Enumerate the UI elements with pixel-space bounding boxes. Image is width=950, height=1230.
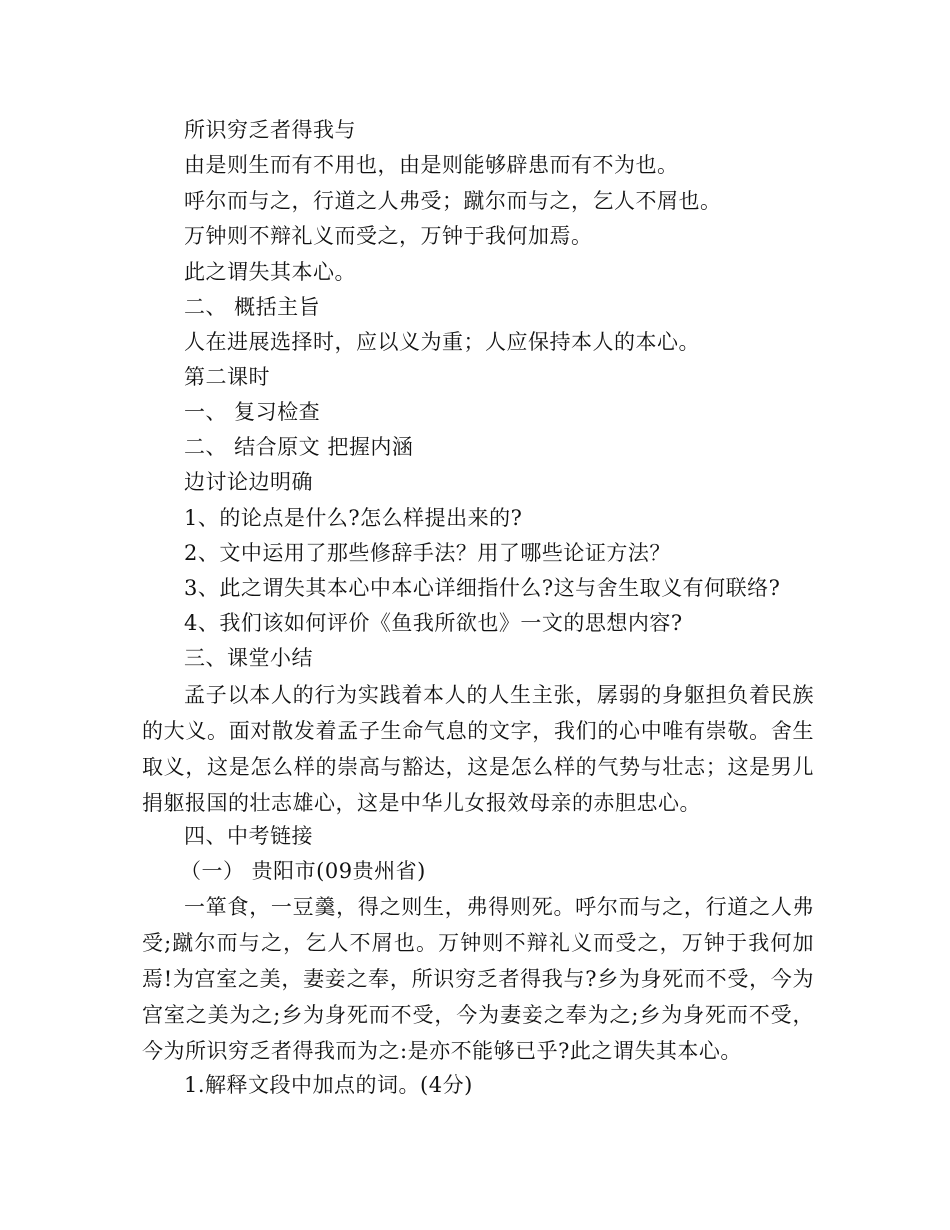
question-item: 1.解释文段中加点的词。(4分) [184, 1073, 473, 1097]
exam-subheading: （一） 贵阳市(09贵州省) [180, 859, 426, 883]
question-item: 2、文中运用了那些修辞手法？用了哪些论证方法？ [184, 541, 671, 565]
exam-passage: 一箪食，一豆羹，得之则生，弗得则死。呼尔而与之，行道之人弗受;蹴尔而与之，乞人不屑也。万钟则不辩礼义而受之，万钟于我何加焉!为宫室之美，妻妾之奉，所识穷乏者得我与?乡为身死而不受，今为宫室之美为之;乡为身死而不受，今为妻妾之奉为之;乡为身死而不受，今为所识穷乏者得我而为之:是亦不能够已乎?此之谓失其本心。 [142, 895, 814, 1063]
section-heading: 二、 结合原文 把握内涵 [184, 435, 414, 459]
section-heading: 一、 复习检查 [184, 400, 321, 424]
section-heading: 三、课堂小结 [184, 646, 313, 670]
question-item: 1、的论点是什么?怎么样提出来的? [184, 506, 523, 530]
text-line: 呼尔而与之，行道之人弗受；蹴尔而与之，乞人不屑也。 [184, 189, 722, 213]
question-item: 3、此之谓失其本心中本心详细指什么?这与舍生取义有何联络? [184, 576, 781, 600]
text-line: 此之谓失其本心。 [184, 260, 356, 284]
section-heading: 第二课时 [184, 365, 270, 389]
summary-paragraph: 孟子以本人的行为实践着本人的人生主张，孱弱的身躯担负着民族的大义。面对散发着孟子生命气息的文字，我们的心中唯有崇敬。舍生取义，这是怎么样的崇高与豁达，这是怎么样的气势与壮志；这是男儿捐躯报国的壮志雄心，这是中华儿女报效母亲的赤胆忠心。 [142, 683, 814, 815]
text-line: 由是则生而有不用也，由是则能够辟患而有不为也。 [184, 153, 679, 177]
text-line: 万钟则不辩礼义而受之，万钟于我何加焉。 [184, 224, 593, 248]
text-line: 人在进展选择时，应以义为重；人应保持本人的本心。 [184, 330, 700, 354]
text-line: 所识穷乏者得我与 [184, 118, 356, 142]
section-heading: 四、中考链接 [184, 824, 313, 848]
section-heading: 二、 概括主旨 [184, 295, 321, 319]
text-line: 边讨论边明确 [184, 470, 313, 494]
question-item: 4、我们该如何评价《鱼我所欲也》一文的思想内容? [184, 611, 683, 635]
